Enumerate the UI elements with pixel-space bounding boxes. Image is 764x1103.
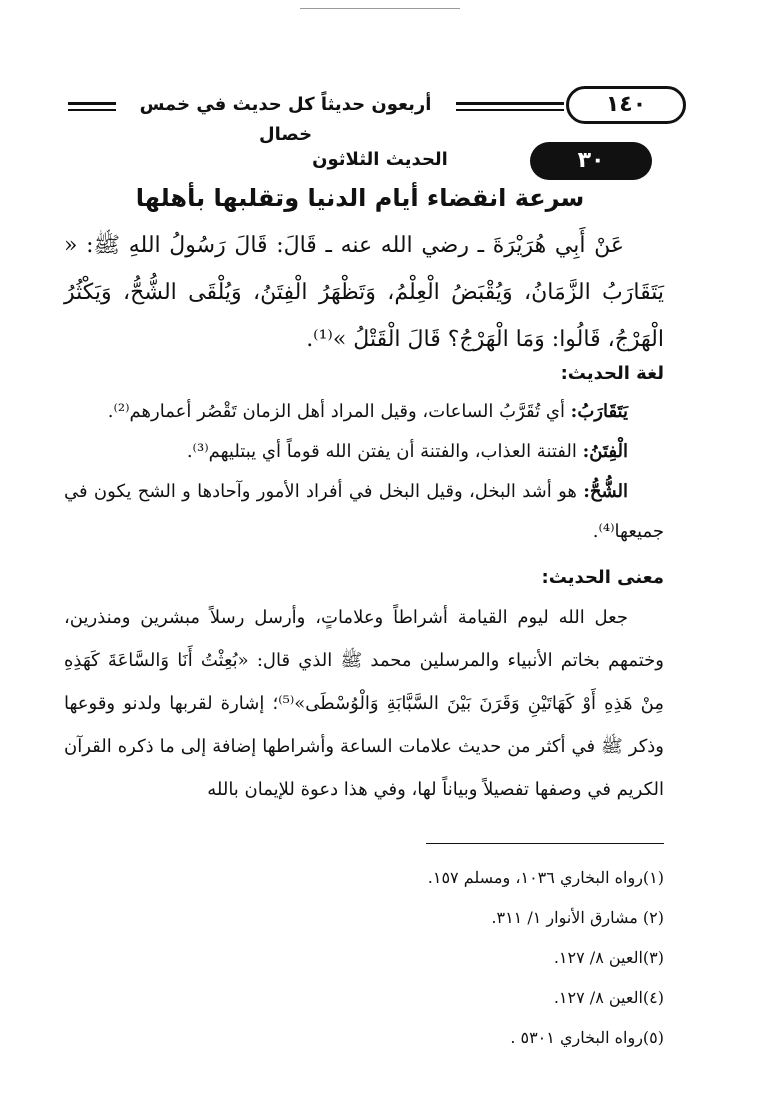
footnote: (٢) مشارق الأنوار ١/ ٣١١. bbox=[491, 908, 664, 927]
meaning-text: جعل الله ليوم القيامة أشراطاً وعلاماتٍ، وأرسل رسلاً مبشرين ومنذرين، وختمهم بخاتم الأنبياء والمرسلين محمد ﷺ الذي قال: «بُعِثْتُ أَنَا وَالسَّاعَةَ كَهَذِهِ مِنْ هَذِهِ أَوْ كَهَاتَيْنِ وَقَرَنَ بَيْنَ السَّبَّابَةِ وَالْوُسْطَى»⁽⁵⁾؛ إشارة لقربها ولدنو وقوعها وذكر ﷺ في أكثر من حديث علامات الساعة وأشراطها إضافة إلى ما ذكره القرآن الكريم في وصفها تفصيلاً وبياناً لها، وفي هذا دعوة للإيمان بالله bbox=[64, 607, 664, 800]
lexicon-term: الشُّحُّ: bbox=[583, 481, 628, 502]
lexicon-heading: لغة الحديث: bbox=[560, 363, 664, 384]
header-rule-left bbox=[68, 102, 116, 111]
footnote: (٥)رواه البخاري ٥٣٠١ . bbox=[510, 1028, 664, 1047]
lexicon-entry bbox=[64, 472, 664, 552]
hadith-label: الحديث الثلاثون bbox=[312, 149, 448, 170]
lexicon-term: يَتَقَارَبُ: bbox=[570, 401, 628, 422]
lexicon-definition: أي تُقَرَّبُ الساعات، وقيل المراد أهل الزمان تَقْصُر أعمارهم⁽²⁾. bbox=[107, 401, 571, 422]
footnote: (٣)العين ٨/ ١٢٧. bbox=[553, 948, 664, 967]
lexicon-definition: هو أشد البخل، وقيل البخل في أفراد الأمور وآحادها و الشح يكون في جميعها⁽⁴⁾. bbox=[64, 481, 664, 542]
footnote: (١)رواه البخاري ١٠٣٦، ومسلم ١٥٧. bbox=[427, 868, 664, 887]
running-header bbox=[68, 86, 688, 145]
lexicon-entry bbox=[64, 432, 664, 472]
top-rule bbox=[300, 8, 460, 9]
hadith-number-badge: ٣٠ bbox=[530, 142, 652, 180]
hadith-title: سرعة انقضاء أيام الدنيا وتقلبها بأهلها bbox=[135, 184, 585, 212]
footnote-rule bbox=[426, 843, 664, 844]
lexicon-term: الْفِتَنُ: bbox=[582, 441, 628, 462]
footnotes bbox=[64, 858, 664, 1058]
meaning-heading: معنى الحديث: bbox=[541, 567, 664, 588]
lexicon-definition: الفتنة العذاب، والفتنة أن يفتن الله قوماً أي يبتليهم⁽³⁾. bbox=[186, 441, 583, 462]
header-rule-right bbox=[456, 102, 564, 111]
page-number: ١٤٠ bbox=[566, 86, 686, 124]
running-title: أربعون حديثاً كل حديث في خمس خصال bbox=[139, 94, 432, 145]
hadith-text: عَنْ أَبِي هُرَيْرَةَ ـ رضي الله عنه ـ قَالَ: قَالَ رَسُولُ اللهِ ﷺ: « يَتَقَارَبُ الزَّمَانُ، وَيُقْبَضُ الْعِلْمُ، وَتَظْهَرُ الْفِتَنُ، وَيُلْقَى الشُّحُّ، وَيَكْثُرُ الْهَرْجُ، قَالُوا: وَمَا الْهَرْجُ؟ قَالَ الْقَتْلُ »⁽¹⁾. bbox=[64, 233, 664, 352]
lexicon-entry bbox=[64, 392, 664, 432]
footnote: (٤)العين ٨/ ١٢٧. bbox=[553, 988, 664, 1007]
lexicon-list bbox=[64, 392, 664, 552]
